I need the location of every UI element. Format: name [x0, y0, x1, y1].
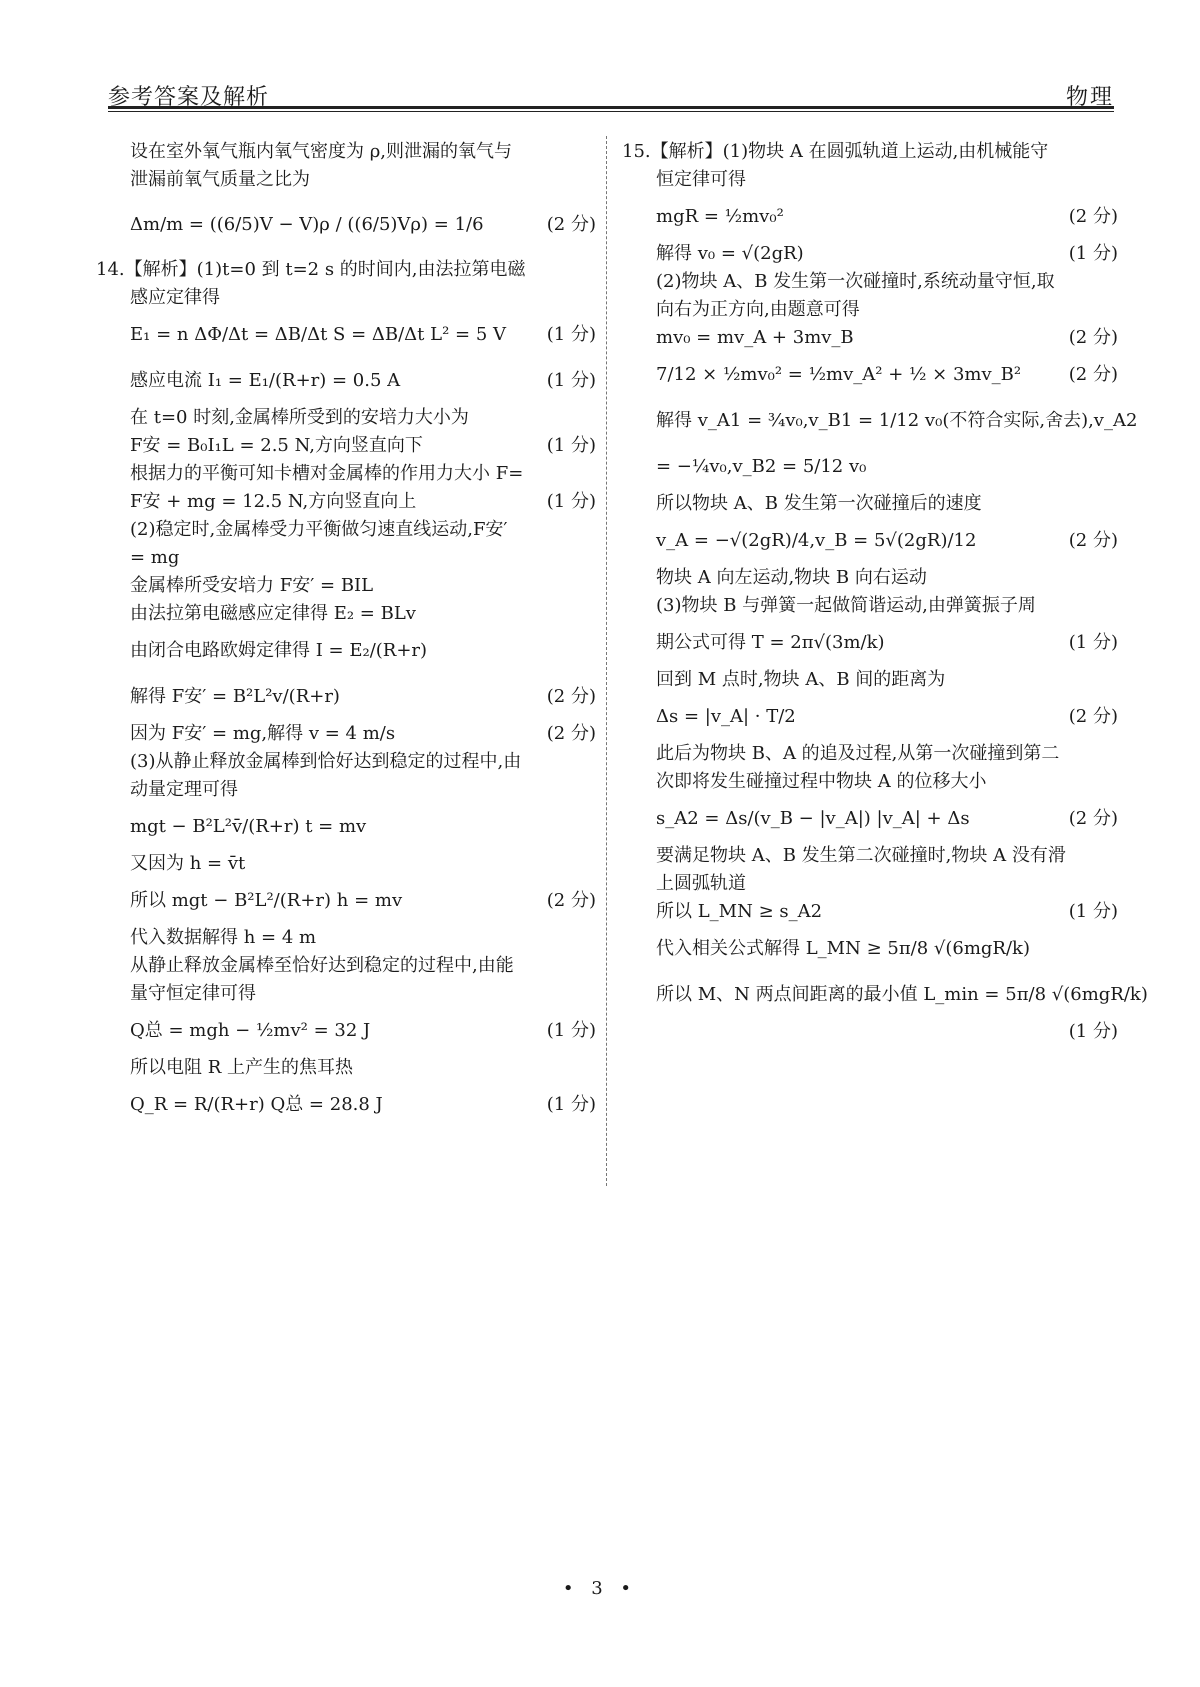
right-line: [622, 694, 1118, 740]
left-line: [96, 720, 596, 748]
line-text: 根据力的平衡可知卡槽对金属棒的作用力大小 F=: [130, 463, 524, 484]
line-text: 此后为物块 B、A 的追及过程,从第一次碰撞到第二: [656, 743, 1060, 764]
score-mark: (1 分): [546, 1020, 596, 1041]
left-line: [96, 166, 596, 194]
score-mark: (2 分): [546, 723, 596, 744]
right-line: [622, 926, 1118, 972]
right-line: [622, 444, 1118, 490]
left-line: [96, 572, 596, 600]
line-text: 感应电流 I₁ = E₁/(R+r) = 0.5 A: [130, 370, 401, 391]
line-text: E₁ = n ΔΦ/Δt = ΔB/Δt S = ΔB/Δt L² = 5 V: [130, 324, 506, 345]
left-line: [96, 748, 596, 776]
line-text: Δm/m = ((6/5)V − V)ρ / ((6/5)Vρ) = 1/6: [130, 214, 484, 235]
line-text: Q总 = mgh − ½mv² = 32 J: [130, 1020, 371, 1041]
right-line: [622, 240, 1118, 268]
left-line: [96, 1054, 596, 1082]
score-mark: (2 分): [1068, 706, 1118, 727]
line-text: F安 = B₀I₁L = 2.5 N,方向竖直向下: [130, 435, 423, 456]
header-rule-thick: [108, 106, 1114, 109]
line-text: = mg: [130, 547, 180, 568]
left-line: [96, 1082, 596, 1128]
left-line: [96, 878, 596, 924]
left-line: [96, 432, 596, 460]
line-text: 所以 mgt − B²L²/(R+r) h = mv: [130, 890, 403, 911]
line-text: 期公式可得 T = 2π√(3m/k): [656, 632, 885, 653]
line-text: 所以电阻 R 上产生的焦耳热: [130, 1057, 353, 1078]
left-line: [96, 674, 596, 720]
left-line: [96, 1008, 596, 1054]
line-text: 泄漏前氧气质量之比为: [130, 169, 310, 190]
line-text: 解得 v₀ = √(2gR): [656, 243, 804, 264]
right-line: [622, 398, 1138, 444]
right-line: [622, 620, 1118, 666]
line-text: = −¼v₀,v_B2 = 5/12 v₀: [656, 456, 867, 477]
line-text: 又因为 h = v̄t: [130, 853, 246, 874]
line-text: 解得 F安′ = B²L²v/(R+r): [130, 686, 340, 707]
line-text: Q_R = R/(R+r) Q总 = 28.8 J: [130, 1094, 383, 1115]
line-text: F安 + mg = 12.5 N,方向竖直向上: [130, 491, 417, 512]
right-line: [622, 296, 1118, 324]
right-line: [622, 166, 1118, 194]
score-mark: (1 分): [1068, 632, 1118, 653]
right-line: [622, 842, 1118, 870]
header-rule-thin: [108, 111, 1114, 112]
left-line: [96, 404, 596, 432]
line-text: mgR = ½mv₀²: [656, 206, 784, 227]
line-text: 从静止释放金属棒至恰好达到稳定的过程中,由能: [130, 955, 514, 976]
right-line: [622, 564, 1118, 592]
line-text: 次即将发生碰撞过程中物块 A 的位移大小: [656, 771, 987, 792]
line-text: 向右为正方向,由题意可得: [656, 299, 860, 320]
left-line: [96, 488, 596, 516]
line-text: mv₀ = mv_A + 3mv_B: [656, 327, 854, 348]
right-line: [622, 194, 1118, 240]
left-line: [96, 138, 596, 166]
line-text: 7/12 × ½mv₀² = ½mv_A² + ½ × 3mv_B²: [656, 364, 1022, 385]
line-text: (2)物块 A、B 发生第一次碰撞时,系统动量守恒,取: [656, 271, 1055, 292]
line-text: 量守恒定律可得: [130, 983, 256, 1004]
right-line: [622, 768, 1118, 796]
left-line: [96, 628, 596, 674]
line-text: (3)物块 B 与弹簧一起做简谐运动,由弹簧振子周: [656, 595, 1036, 616]
header-title: 参考答案及解析: [108, 85, 270, 110]
score-mark: (1 分): [546, 1094, 596, 1115]
line-text: 所以物块 A、B 发生第一次碰撞后的速度: [656, 493, 982, 514]
score-mark: (1 分): [1068, 1021, 1118, 1042]
right-line: [622, 268, 1118, 296]
line-text: mgt − B²L²v̄/(R+r) t = mv: [130, 816, 367, 837]
line-text: 设在室外氧气瓶内氧气密度为 ρ,则泄漏的氧气与: [130, 141, 513, 162]
right-line: [622, 324, 1118, 352]
line-text: 金属棒所受安培力 F安′ = BIL: [130, 575, 374, 596]
score-mark: (2 分): [546, 890, 596, 911]
line-text: 15.【解析】(1)物块 A 在圆弧轨道上运动,由机械能守: [622, 141, 1049, 162]
line-text: 14.【解析】(1)t=0 到 t=2 s 的时间内,由法拉第电磁: [96, 259, 526, 280]
score-mark: (2 分): [546, 686, 596, 707]
score-mark: (1 分): [546, 370, 596, 391]
left-column: [96, 138, 596, 1128]
right-line: [622, 592, 1118, 620]
left-line: [96, 600, 596, 628]
line-text: 所以 M、N 两点间距离的最小值 L_min = 5π/8 √(6mgR/k): [656, 984, 1148, 1005]
left-line: [96, 804, 596, 850]
line-text: 上圆弧轨道: [656, 873, 746, 894]
line-text: Δs = |v_A| · T/2: [656, 706, 796, 727]
line-text: 要满足物块 A、B 发生第二次碰撞时,物块 A 没有滑: [656, 845, 1066, 866]
right-line: [622, 898, 1118, 926]
right-line: [622, 518, 1118, 564]
right-line: [622, 740, 1118, 768]
left-line: [96, 516, 596, 544]
score-mark: (2 分): [1068, 206, 1118, 227]
line-text: 解得 v_A1 = ¾v₀,v_B1 = 1/12 v₀(不符合实际,舍去),v_A2: [656, 410, 1138, 431]
line-text: 代入相关公式解得 L_MN ≥ 5π/8 √(6mgR/k): [656, 938, 1030, 959]
page-number: • 3 •: [562, 1578, 638, 1599]
line-text: 恒定律可得: [656, 169, 746, 190]
score-mark: (2 分): [1068, 808, 1118, 829]
left-line: [96, 284, 596, 312]
page-header: [108, 70, 1114, 110]
right-line: [622, 1018, 1118, 1046]
right-column: [622, 138, 1148, 1046]
column-divider: [606, 136, 607, 1186]
line-text: 在 t=0 时刻,金属棒所受到的安培力大小为: [130, 407, 469, 428]
left-line: [96, 980, 596, 1008]
left-line: [96, 544, 596, 572]
right-line: [622, 352, 1118, 398]
line-text: v_A = −√(2gR)/4,v_B = 5√(2gR)/12: [656, 530, 977, 551]
right-line: [622, 796, 1118, 842]
left-line: [96, 194, 596, 256]
right-line: [622, 666, 1118, 694]
header-subject: 物理: [1065, 85, 1114, 110]
score-mark: (1 分): [546, 491, 596, 512]
score-mark: (2 分): [546, 214, 596, 235]
score-mark: (1 分): [1068, 243, 1118, 264]
left-line: [96, 924, 596, 952]
line-text: (3)从静止释放金属棒到恰好达到稳定的过程中,由: [130, 751, 522, 772]
left-line: [96, 776, 596, 804]
line-text: 所以 L_MN ≥ s_A2: [656, 901, 823, 922]
left-line: [96, 460, 596, 488]
left-line: [96, 850, 596, 878]
score-mark: (2 分): [1068, 327, 1118, 348]
right-line: [622, 870, 1118, 898]
right-line: [622, 138, 1118, 166]
line-text: 因为 F安′ = mg,解得 v = 4 m/s: [130, 723, 396, 744]
line-text: 感应定律得: [130, 287, 220, 308]
score-mark: (1 分): [546, 435, 596, 456]
line-text: 由闭合电路欧姆定律得 I = E₂/(R+r): [130, 640, 428, 661]
score-mark: (2 分): [1068, 530, 1118, 551]
score-mark: (1 分): [546, 324, 596, 345]
left-line: [96, 312, 596, 358]
score-mark: (2 分): [1068, 364, 1118, 385]
left-line: [96, 256, 596, 284]
left-line: [96, 952, 596, 980]
line-text: 回到 M 点时,物块 A、B 间的距离为: [656, 669, 946, 690]
line-text: 物块 A 向左运动,物块 B 向右运动: [656, 567, 927, 588]
score-mark: (1 分): [1068, 901, 1118, 922]
line-text: 动量定理可得: [130, 779, 238, 800]
line-text: (2)稳定时,金属棒受力平衡做匀速直线运动,F安′: [130, 519, 508, 540]
line-text: 由法拉第电磁感应定律得 E₂ = BLv: [130, 603, 416, 624]
line-text: s_A2 = Δs/(v_B − |v_A|) |v_A| + Δs: [656, 808, 970, 829]
left-line: [96, 358, 596, 404]
right-line: [622, 490, 1118, 518]
line-text: 代入数据解得 h = 4 m: [130, 927, 317, 948]
right-line: [622, 972, 1148, 1018]
